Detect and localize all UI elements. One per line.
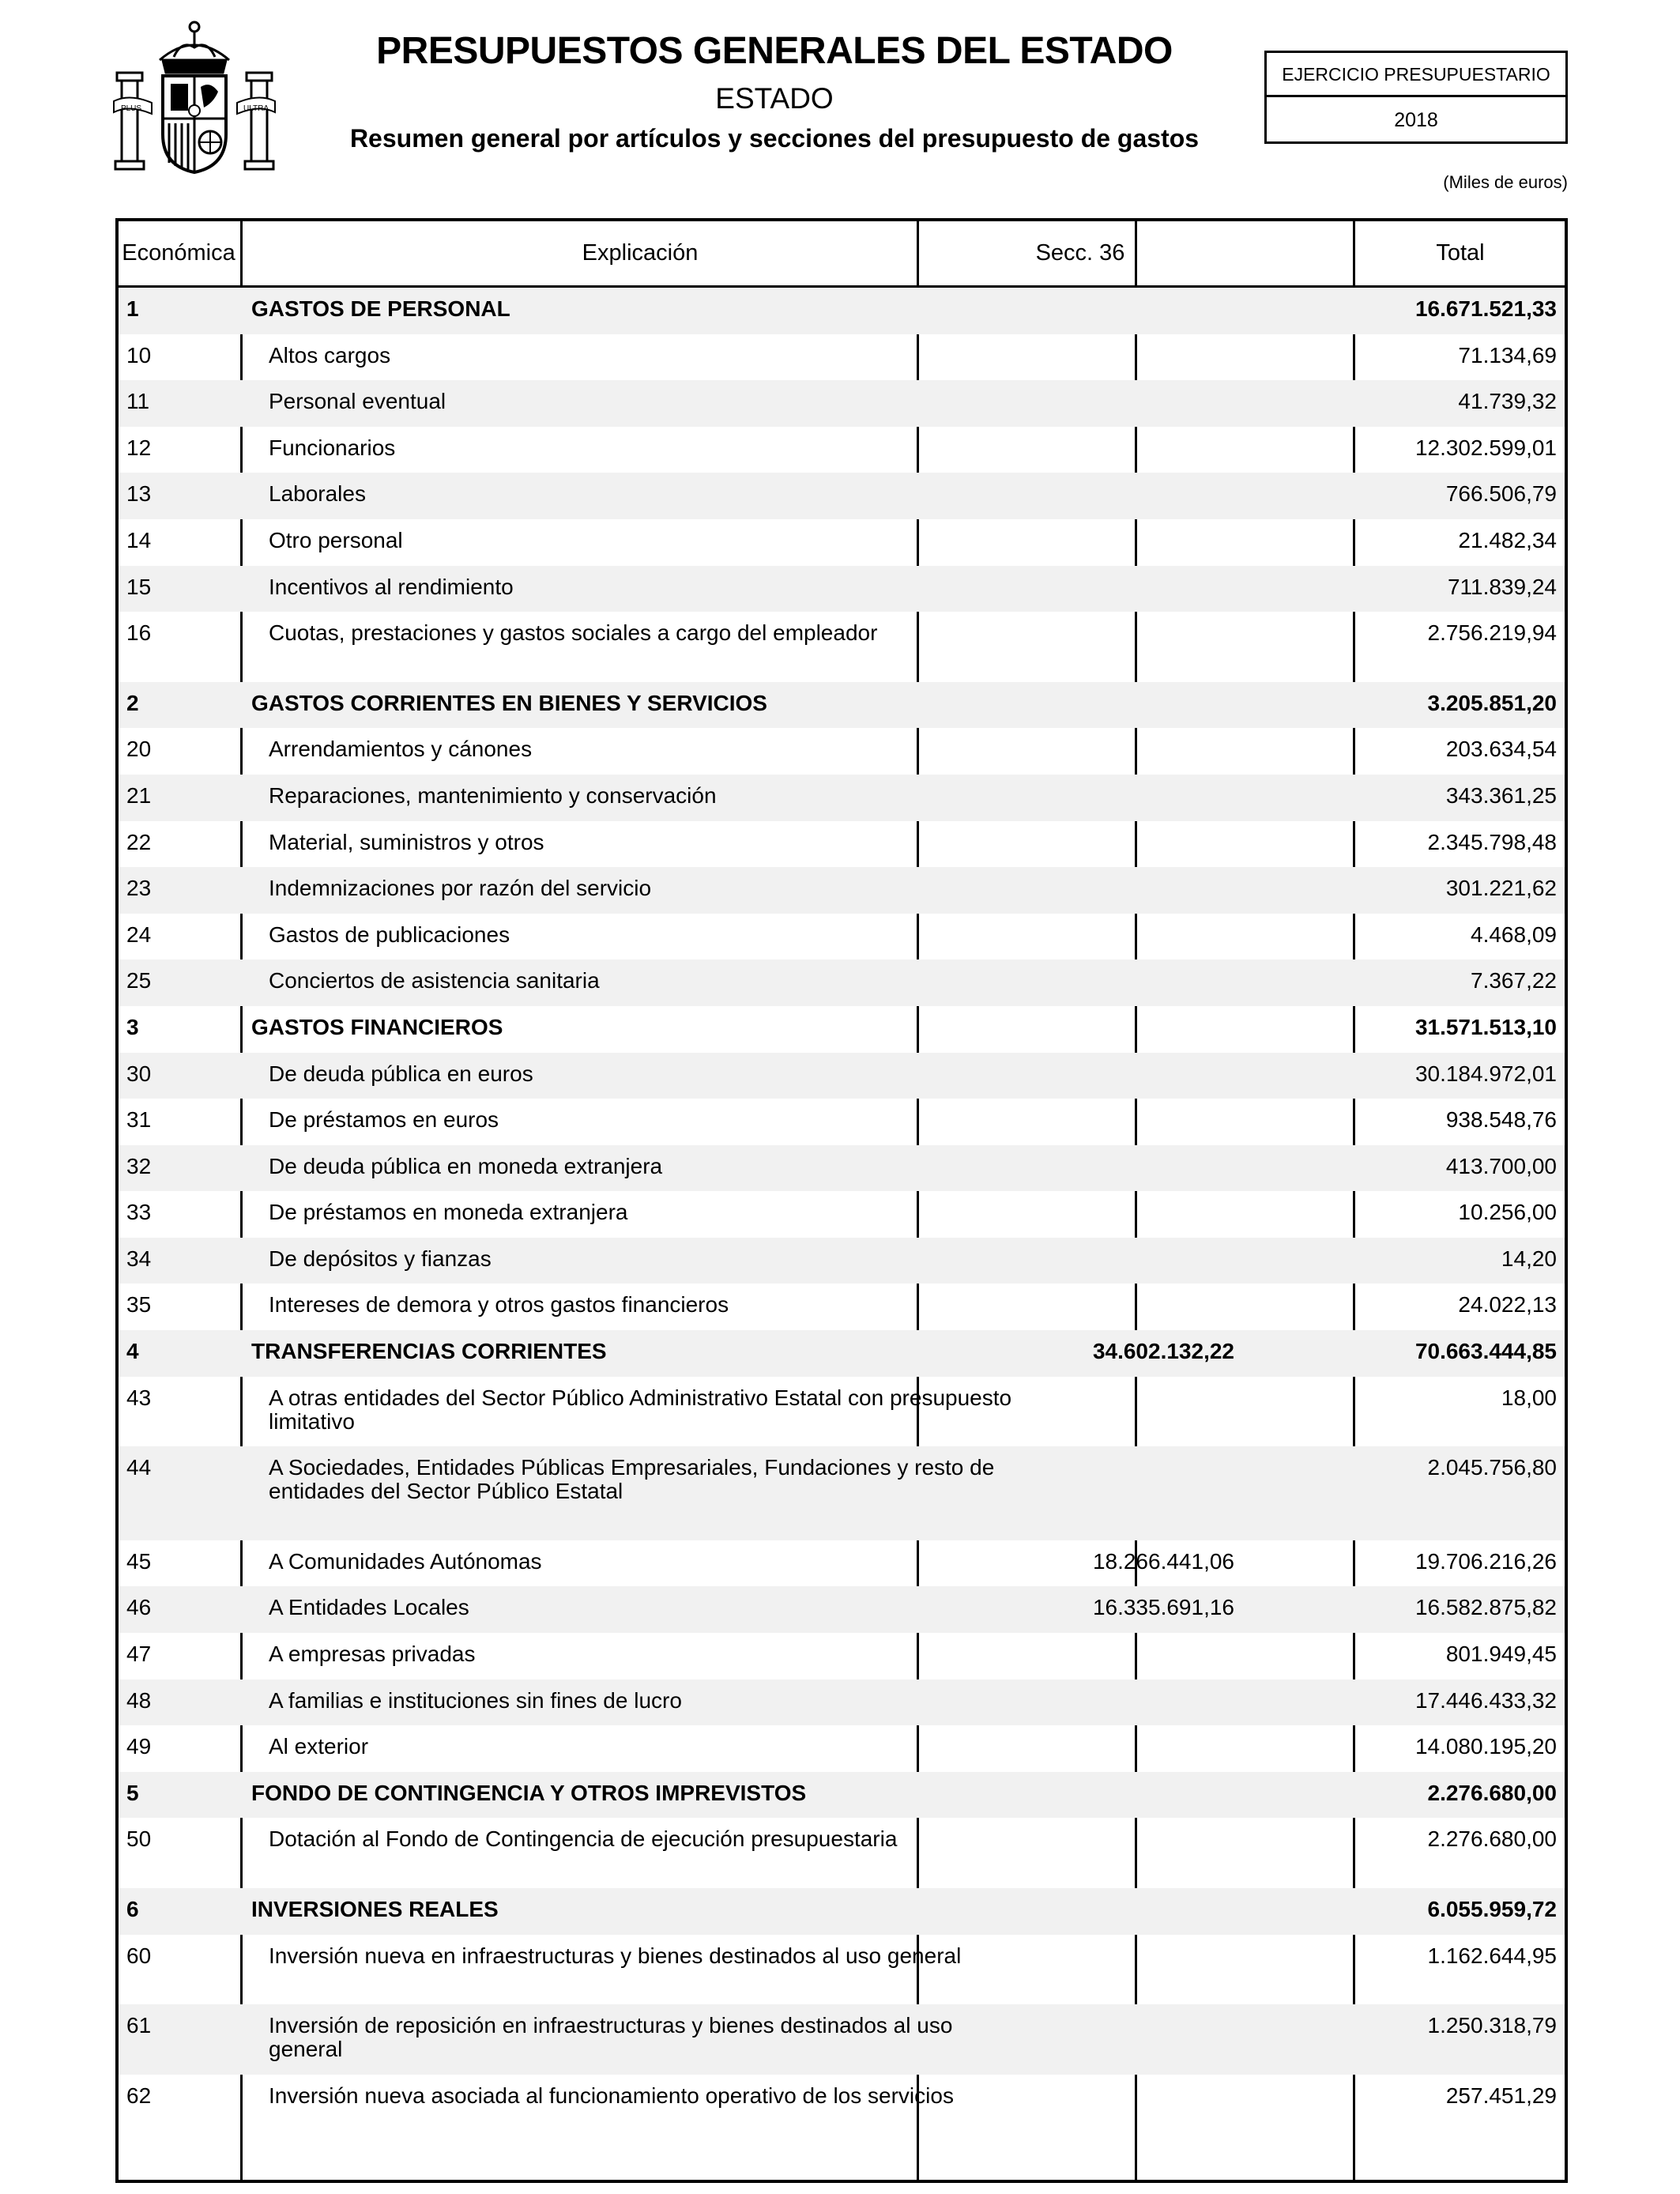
table-row [119, 1446, 1565, 1540]
row-code: 20 [126, 737, 152, 762]
column-header-explicacion: Explicación [582, 240, 699, 266]
table-row-chapter [119, 682, 1565, 729]
exercise-year: 2018 [1394, 109, 1438, 131]
table-row-chapter [119, 1006, 1565, 1053]
row-secc-36 [917, 2004, 1234, 2014]
row-total: 16.582.875,82 [1414, 1595, 1557, 1620]
row-total: 2.345.798,48 [1427, 829, 1557, 854]
table-row [119, 566, 1565, 613]
row-code: 15 [126, 574, 152, 599]
row-total: 14,20 [1501, 1246, 1557, 1271]
document-header [332, 27, 1217, 156]
row-code: 50 [126, 1826, 152, 1852]
row-description: A empresas privadas [269, 1642, 476, 1667]
table-row [119, 1099, 1565, 1145]
row-secc-36: 34.602.132,22 [1092, 1339, 1234, 1364]
table-row [119, 334, 1565, 381]
row-total: 71.134,69 [1458, 342, 1557, 368]
row-description: Personal eventual [269, 389, 446, 414]
table-row [119, 519, 1565, 566]
row-description: INVERSIONES REALES [251, 1897, 499, 1921]
row-description: De deuda pública en moneda extranjera [269, 1153, 663, 1178]
row-code: 24 [126, 922, 152, 947]
row-description: Funcionarios [269, 435, 396, 460]
row-code: 44 [126, 1455, 152, 1480]
table-row-chapter [119, 288, 1565, 334]
row-description: A familias e instituciones sin fines de lucro [269, 1687, 682, 1713]
units-note: (Miles de euros) [1443, 172, 1568, 192]
row-code: 14 [126, 527, 152, 552]
table-row [119, 821, 1565, 868]
exercise-label: EJERCICIO PRESUPUESTARIO [1267, 53, 1565, 97]
row-total: 938.548,76 [1445, 1107, 1557, 1133]
exercise-box [1264, 51, 1568, 144]
row-secc-36 [917, 1191, 1234, 1201]
row-secc-36 [917, 728, 1234, 737]
row-code: 12 [126, 435, 152, 460]
table-row [119, 1725, 1565, 1772]
row-code: 35 [126, 1292, 152, 1318]
row-total: 2.276.680,00 [1427, 1826, 1557, 1852]
row-code: 45 [126, 1548, 152, 1574]
table-row [119, 1284, 1565, 1330]
row-total: 12.302.599,01 [1414, 435, 1557, 460]
row-description: Conciertos de asistencia sanitaria [269, 968, 600, 993]
row-secc-36 [917, 1818, 1234, 1827]
table-row [119, 914, 1565, 960]
table-row [119, 380, 1565, 427]
row-description: Intereses de demora y otros gastos financieros [269, 1292, 729, 1318]
table-row [119, 1633, 1565, 1679]
row-secc-36 [917, 1633, 1234, 1642]
row-secc-36: 18.266.441,06 [1092, 1548, 1234, 1574]
row-description: TRANSFERENCIAS CORRIENTES [251, 1339, 607, 1364]
row-total: 10.256,00 [1458, 1200, 1557, 1225]
row-total: 711.839,24 [1447, 574, 1557, 599]
row-secc-36 [917, 1006, 1234, 1016]
table-row [119, 1540, 1565, 1587]
row-secc-36 [917, 1725, 1234, 1735]
row-code: 34 [126, 1246, 152, 1271]
row-description: De préstamos en euros [269, 1107, 499, 1133]
row-code: 61 [126, 2013, 152, 2038]
row-code: 22 [126, 829, 152, 854]
row-code: 10 [126, 342, 152, 368]
table-row [119, 1377, 1565, 1447]
row-code: 2 [126, 690, 139, 715]
row-secc-36 [917, 1145, 1234, 1155]
row-code: 6 [126, 1897, 139, 1921]
column-header-economica: Económica [122, 240, 235, 266]
row-secc-36 [917, 1053, 1234, 1062]
row-secc-36 [917, 380, 1234, 390]
row-description: Laborales [269, 481, 366, 507]
row-code: 11 [126, 389, 150, 414]
row-code: 5 [126, 1780, 139, 1805]
row-secc-36 [917, 1935, 1234, 1944]
row-total: 2.276.680,00 [1427, 1780, 1557, 1805]
row-secc-36: 16.335.691,16 [1092, 1595, 1234, 1620]
crest-motto-right: ULTRA [243, 104, 269, 113]
column-header-secc-36: Secc. 36 [1035, 240, 1125, 266]
row-total: 343.361,25 [1445, 782, 1557, 808]
row-code: 31 [126, 1107, 152, 1133]
table-row [119, 959, 1565, 1006]
row-description: Arrendamientos y cánones [269, 737, 533, 762]
row-description: Al exterior [269, 1734, 369, 1759]
row-secc-36 [917, 1679, 1234, 1689]
row-secc-36 [917, 1238, 1234, 1247]
row-description: Inversión de reposición en infraestructuras y bienes destinados al uso general [269, 2013, 953, 2062]
row-secc-36 [917, 334, 1234, 344]
row-secc-36 [917, 959, 1234, 969]
row-secc-36 [917, 1772, 1234, 1781]
row-description: Incentivos al rendimiento [269, 574, 514, 599]
row-total: 19.706.216,26 [1414, 1548, 1557, 1574]
row-secc-36 [917, 1284, 1234, 1293]
row-description: A Entidades Locales [269, 1595, 469, 1620]
row-code: 46 [126, 1595, 152, 1620]
row-code: 32 [126, 1153, 152, 1178]
row-total: 7.367,22 [1471, 968, 1557, 993]
row-description: De préstamos en moneda extranjera [269, 1200, 628, 1225]
row-description: GASTOS CORRIENTES EN BIENES Y SERVICIOS [251, 690, 767, 715]
table-row [119, 1191, 1565, 1238]
row-description: De depósitos y fianzas [269, 1246, 492, 1271]
table-body [119, 288, 1565, 2144]
row-total: 413.700,00 [1445, 1153, 1557, 1178]
row-total: 24.022,13 [1458, 1292, 1557, 1318]
row-code: 3 [126, 1014, 139, 1039]
row-description: Otro personal [269, 527, 403, 552]
table-row [119, 427, 1565, 473]
column-header-total: Total [1436, 240, 1485, 266]
row-secc-36 [917, 1446, 1234, 1456]
row-total: 3.205.851,20 [1427, 690, 1557, 715]
row-secc-36 [917, 612, 1234, 621]
table-row-chapter [119, 1330, 1565, 1377]
row-description: Dotación al Fondo de Contingencia de ejecución presupuestaria [269, 1826, 898, 1852]
table-row [119, 1679, 1565, 1726]
table-row [119, 1238, 1565, 1284]
column-header-empty [1136, 221, 1354, 285]
row-total: 70.663.444,85 [1414, 1339, 1557, 1364]
row-secc-36 [917, 821, 1234, 831]
row-total: 2.756.219,94 [1427, 620, 1557, 646]
row-secc-36 [917, 1099, 1234, 1108]
row-total: 1.250.318,79 [1427, 2013, 1557, 2038]
row-description: Cuotas, prestaciones y gastos sociales a cargo del empleador [269, 620, 878, 646]
table-row [119, 1586, 1565, 1633]
row-code: 49 [126, 1734, 152, 1759]
row-description: GASTOS DE PERSONAL [251, 296, 510, 321]
row-secc-36 [917, 867, 1234, 876]
row-description: FONDO DE CONTINGENCIA Y OTROS IMPREVISTOS [251, 1780, 807, 1805]
budget-table [115, 218, 1568, 2183]
row-description: A Comunidades Autónomas [269, 1548, 542, 1574]
table-row-chapter [119, 1772, 1565, 1819]
page-description: Resumen general por artículos y secciones del presupuesto de gastos [349, 124, 1200, 153]
row-description: Material, suministros y otros [269, 829, 544, 854]
row-total: 21.482,34 [1458, 527, 1557, 552]
row-code: 25 [126, 968, 152, 993]
row-total: 30.184.972,01 [1414, 1061, 1557, 1086]
table-header [119, 221, 1565, 288]
row-code: 33 [126, 1200, 152, 1225]
row-code: 62 [126, 2083, 152, 2108]
page-subtitle: ESTADO [715, 82, 834, 115]
row-secc-36 [917, 775, 1234, 784]
row-code: 47 [126, 1642, 152, 1667]
row-total: 2.045.756,80 [1427, 1455, 1557, 1480]
table-row [119, 473, 1565, 519]
row-secc-36 [917, 288, 1234, 297]
row-secc-36 [917, 914, 1234, 923]
row-secc-36 [917, 473, 1234, 482]
row-total: 16.671.521,33 [1414, 296, 1557, 321]
row-code: 43 [126, 1385, 152, 1410]
row-description: De deuda pública en euros [269, 1061, 533, 1086]
table-row [119, 612, 1565, 682]
row-secc-36 [917, 2075, 1234, 2084]
row-total: 301.221,62 [1445, 876, 1557, 901]
row-code: 1 [126, 296, 139, 321]
row-total: 31.571.513,10 [1414, 1014, 1557, 1039]
row-description: A otras entidades del Sector Público Administrativo Estatal con presupuesto limitativo [269, 1385, 1012, 1434]
row-description: Indemnizaciones por razón del servicio [269, 876, 652, 901]
spain-coat-of-arms-icon [111, 16, 278, 177]
row-total: 203.634,54 [1445, 737, 1557, 762]
row-secc-36 [917, 427, 1234, 436]
row-description: Altos cargos [269, 342, 391, 368]
table-row [119, 1053, 1565, 1099]
row-code: 21 [126, 782, 152, 808]
row-description: Inversión nueva asociada al funcionamiento operativo de los servicios [269, 2083, 954, 2108]
row-code: 23 [126, 876, 152, 901]
row-code: 48 [126, 1687, 152, 1713]
row-code: 13 [126, 481, 152, 507]
row-secc-36 [917, 1888, 1234, 1898]
table-row [119, 2004, 1565, 2075]
page-title: PRESUPUESTOS GENERALES DEL ESTADO [376, 30, 1173, 72]
table-row [119, 2075, 1565, 2145]
row-description: GASTOS FINANCIEROS [251, 1014, 503, 1039]
row-total: 41.739,32 [1458, 389, 1557, 414]
table-row [119, 775, 1565, 821]
row-code: 30 [126, 1061, 152, 1086]
row-description: Reparaciones, mantenimiento y conservación [269, 782, 717, 808]
table-row-chapter [119, 1888, 1565, 1935]
table-row [119, 1145, 1565, 1192]
table-row [119, 728, 1565, 775]
row-description: A Sociedades, Entidades Públicas Empresariales, Fundaciones y resto de entidades del Sector Público Estatal [269, 1455, 995, 1504]
table-row [119, 867, 1565, 914]
row-code: 60 [126, 1943, 152, 1968]
row-total: 6.055.959,72 [1427, 1897, 1557, 1921]
row-code: 16 [126, 620, 152, 646]
row-secc-36 [917, 566, 1234, 575]
row-code: 4 [126, 1339, 139, 1364]
row-secc-36 [917, 682, 1234, 692]
row-total: 14.080.195,20 [1414, 1734, 1557, 1759]
row-total: 766.506,79 [1445, 481, 1557, 507]
row-total: 17.446.433,32 [1414, 1687, 1557, 1713]
row-total: 4.468,09 [1471, 922, 1557, 947]
row-total: 18,00 [1501, 1385, 1557, 1410]
row-description: Gastos de publicaciones [269, 922, 510, 947]
table-row [119, 1818, 1565, 1888]
row-total: 257.451,29 [1445, 2083, 1557, 2108]
table-row [119, 1935, 1565, 2005]
row-total: 801.949,45 [1445, 1642, 1557, 1667]
row-secc-36 [917, 519, 1234, 529]
crest-motto-left: PLUS [120, 104, 142, 113]
row-secc-36 [917, 1377, 1234, 1386]
row-total: 1.162.644,95 [1427, 1943, 1557, 1968]
row-description: Inversión nueva en infraestructuras y bienes destinados al uso general [269, 1943, 962, 1968]
